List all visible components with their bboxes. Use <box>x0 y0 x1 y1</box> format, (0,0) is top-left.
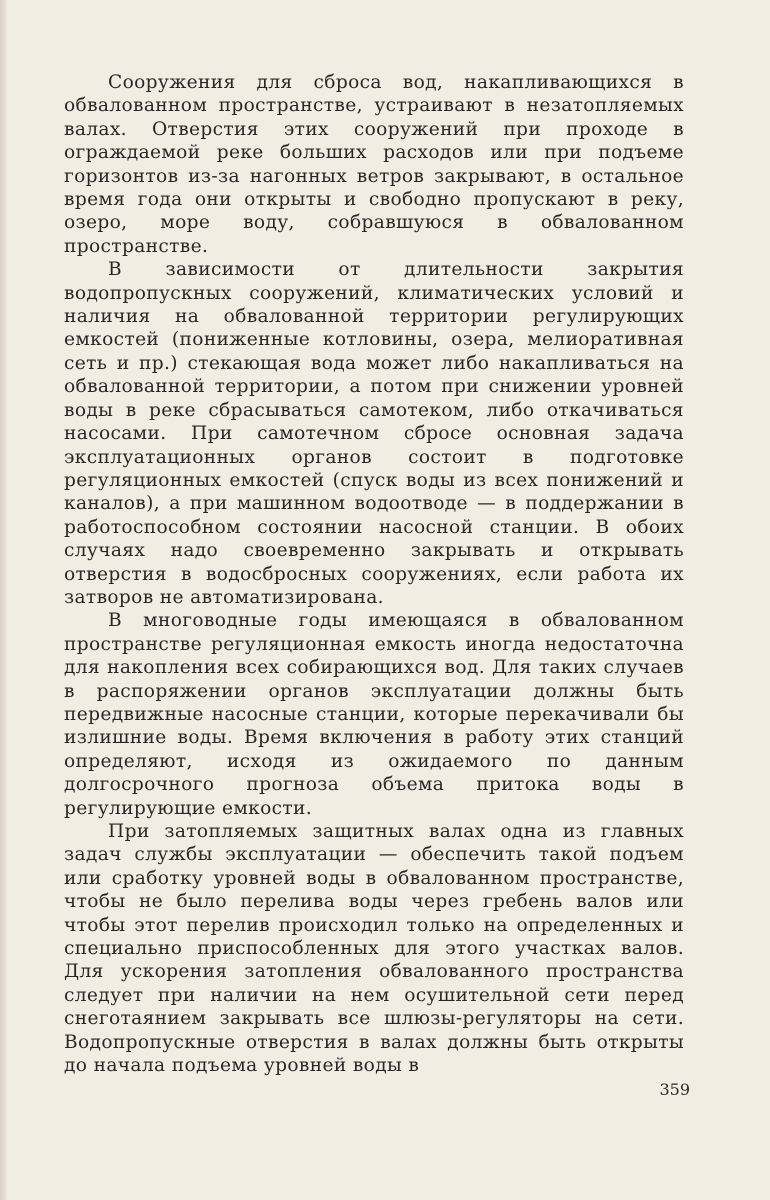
body-text <box>64 71 684 1077</box>
page-number: 359 <box>659 1080 690 1099</box>
paragraph-4: При затопляемых защитных валах одна из главных задач службы эксплуатации — обеспечить такой подъем или сработку уровней воды в обвалованном пространстве, чтобы не было перелива воды через гребень валов или чтобы этот перелив происходил только на определенных и специально приспособленных для этого участках валов. Для ускорения затопления обвалованного пространства следует при наличии на нем осушительной сети перед снеготаянием закрывать все шлюзы-регуляторы на сети. Водопропускные отверстия в валах должны быть открыты до начала подъема уровней воды в <box>64 821 684 1077</box>
paragraph-2: В зависимости от длительности закрытия водопропускных сооружений, климатических условий и наличия на обвалованной территории регулирующих емкостей (пониженные котловины, озера, мелиоративная сеть и пр.) стекающая вода может либо накапливаться на обвалованной территории, а потом при снижении уровней воды в реке сбрасываться самотеком, либо откачиваться насосами. При самотечном сбросе основная задача эксплуатационных органов состоит в подготовке регуляционных емкостей (спуск воды из всех понижений и каналов), а при машинном водоотводе — в поддержании в работоспособном состоянии насосной станции. В обоих случаях надо своевременно закрывать и открывать отверстия в водосбросных сооружениях, если работа их затворов не автоматизирована. <box>64 259 684 608</box>
page-binding-edge <box>0 0 8 1200</box>
paragraph-1: Сооружения для сброса вод, накапливающихся в обвалованном пространстве, устраивают в незатопляемых валах. Отверстия этих сооружений при проходе в ограждаемой реке больших расходов или при подъеме горизонтов из-за нагонных ветров закрывают, в остальное время года они открыты и свободно пропускают в реку, озеро, море воду, собравшуюся в обвалованном пространстве. <box>64 72 684 257</box>
paragraph-3: В многоводные годы имеющаяся в обвалованном пространстве регуляционная емкость иногда недостаточна для накопления всех собирающихся вод. Для таких случаев в распоряжении органов эксплуатации должны быть передвижные насосные станции, которые перекачивали бы излишние воды. Время включения в работу этих станций определяют, исходя из ожидаемого по данным долгосрочного прогноза объема притока воды в регулирующие емкости. <box>64 610 684 819</box>
